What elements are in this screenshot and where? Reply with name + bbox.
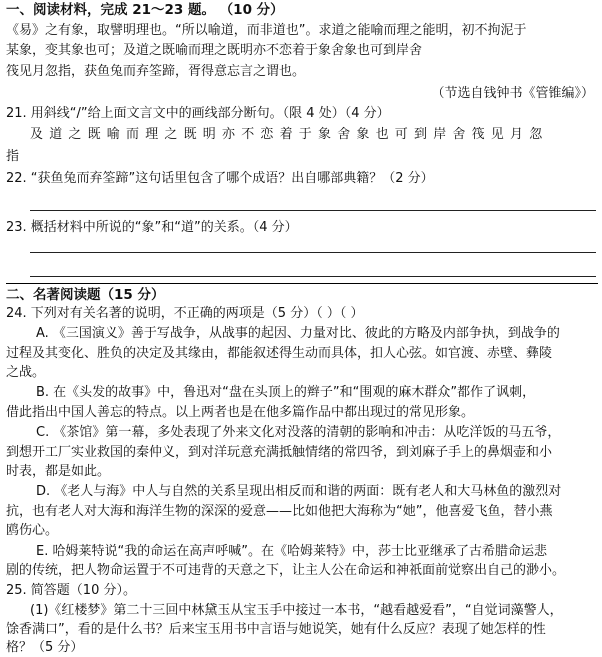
passage-line-1: 《易》之有象，取譬明理也。“所以喻道，而非道也”。求道之能喻而理之能明，初不拘泥于: [6, 23, 527, 38]
section1-title: 一、阅读材料，完成 21～23 题。 （10 分）: [6, 2, 284, 18]
option-a-line-2: 过程及其变化、胜负的决定及其缘由，都能叙述得生动而具体，扣人心弦。如官渡、赤壁、彝陵: [6, 346, 553, 361]
option-c-line-3: 时表，都是如此。: [6, 464, 111, 479]
passage-line-3: 筏见月忽指，获鱼兔而弃筌蹄，胥得意忘言之谓也。: [6, 64, 306, 79]
option-a-line-3: 之战。: [6, 365, 46, 380]
option-a-line-1: A. 《三国演义》善于写战争，从战事的起因、力量对比、彼此的方略及内部争执，到战争的: [36, 326, 560, 341]
q25-1-line-1: (1)《红楼梦》第二十三回中林黛玉从宝玉手中接过一本书，“越看越爱看”，“自觉词藻警人，: [30, 603, 563, 618]
section2-title: 二、名著阅读题（15 分）: [6, 287, 165, 303]
q25-1-line-3: 格？（5 分）: [6, 640, 84, 655]
question-24: 24. 下列对有关名著的说明，不正确的两项是（5 分）（ ）（ ）: [6, 306, 364, 321]
answer-line-23b: [30, 276, 596, 277]
option-d-line-2: 抗，也有老人对大海和海洋生物的深深的爱意——比如他把大海称为“她”，他喜爱飞鱼，替小燕: [6, 504, 553, 519]
question-23: 23. 概括材料中所说的“象”和“道”的关系。（4 分）: [6, 220, 298, 235]
section-divider: [6, 283, 598, 284]
option-b-line-2: 借此指出中国人善忘的特点。以上两者也是在他多篇作品中都出现过的常见形象。: [6, 405, 475, 420]
question-22: 22. “获鱼兔而弃筌蹄”这句话里包含了哪个成语？出自哪部典籍？（2 分）: [6, 171, 434, 186]
option-c-line-2: 到想开工厂实业救国的秦仲义，到对洋玩意充满抵触情绪的常四爷，到刘麻子手上的鼻烟壶和小: [6, 445, 553, 460]
q25-1-line-2: 馀香满口”，看的是什么书？后来宝玉用书中言语与她说笑，她有什么反应？表现了她怎样的性: [6, 622, 546, 637]
q21-text-line-1: 及道之既喻而理之既明亦不恋着于象舍象也可到岸舍筏见月忽: [30, 127, 549, 142]
option-e-line-2: 剧的传统，把人物命运置于不可违背的天意之下，让主人公在命运和神祇面前觉察出自己的渺小。: [6, 563, 566, 578]
passage-line-2-text: 某象，变其象也可；及道之既喻而理之既明亦不恋着于象舍象也可到岸舍: [6, 43, 423, 58]
q21-text-line-2: 指: [6, 149, 20, 164]
option-d-line-1: D. 《老人与海》中人与自然的关系呈现出相反而和谐的两面：既有老人和大马林鱼的激烈对: [36, 484, 562, 499]
option-b-line-1: B. 在《头发的故事》中，鲁迅对“盘在头顶上的辫子”和“围观的麻木群众”都作了讽刺，: [36, 385, 536, 400]
question-25: 25. 简答题（10 分）。: [6, 583, 136, 598]
passage-line-2: [6, 42, 422, 60]
question-21: 21. 用斜线“/”给上面文言文中的画线部分断句。（限 4 处）（4 分）: [6, 106, 390, 121]
option-d-line-3: 鸥伤心。: [6, 523, 59, 538]
option-c-line-1: C. 《茶馆》第一幕，多处表现了外来文化对没落的清朝的影响和冲击：从吃洋饭的马五爷，: [36, 425, 561, 440]
passage-source: （节选自钱钟书《管锥编》）: [431, 86, 594, 101]
answer-line-23a: [30, 252, 596, 253]
option-e-line-1: E. 哈姆莱特说“我的命运在高声呼喊”。在《哈姆莱特》中，莎士比亚继承了古希腊命运悲: [36, 544, 547, 559]
answer-line-22: [30, 210, 596, 211]
